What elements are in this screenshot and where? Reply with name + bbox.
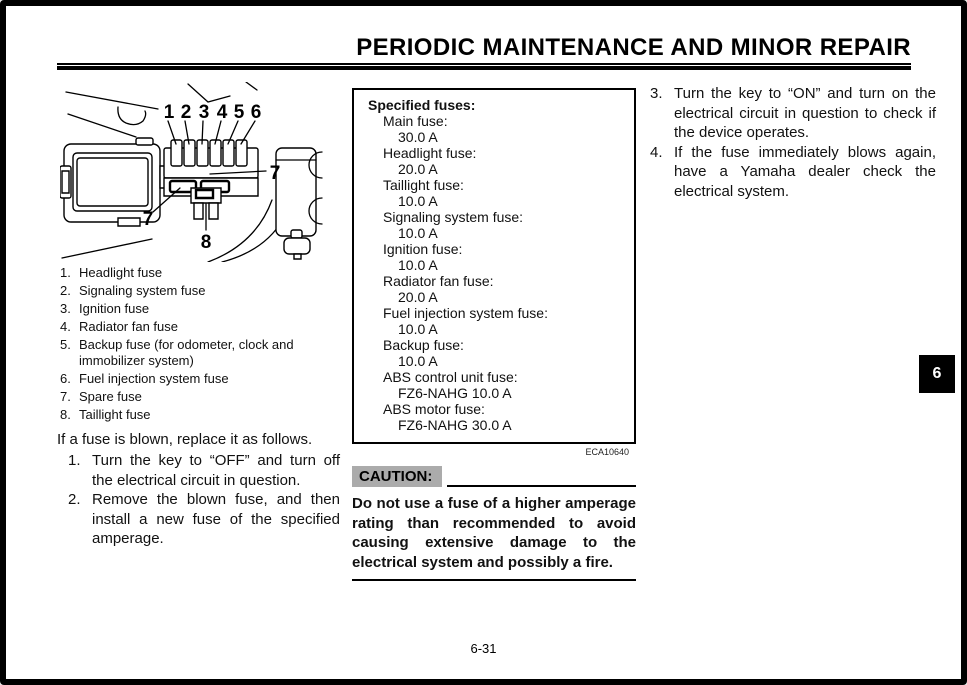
chapter-tab: 6 [919, 355, 955, 393]
step-4: 4. If the fuse immediately blows again, have a Yamaha dealer check the electrical system. [650, 143, 936, 200]
document-code: ECA10640 [585, 447, 629, 457]
caution-end-rule [352, 579, 636, 581]
left-column [57, 82, 340, 549]
step-3: 3. Turn the key to “ON” and turn on the electrical circuit in question to check if the device operates. [650, 85, 936, 141]
legend-item: 8. Taillight fuse [60, 406, 151, 422]
fuse-spec: ABS control unit fuse: FZ6-NAHG 10.0 A [383, 369, 518, 401]
callout-7-right: 7 [269, 163, 281, 184]
fuse-spec: Taillight fuse: 10.0 A [383, 177, 464, 209]
legend-item: 1. Headlight fuse [60, 265, 163, 280]
step-1: 1. Turn the key to “OFF” and turn off the electrical circuit in question. [68, 452, 340, 489]
caution-header [352, 466, 636, 487]
callout-1: 1 [163, 102, 175, 123]
step-2: 2. Remove the blown fuse, and then install a new fuse of the specified amperage. [68, 491, 340, 547]
intro-text: If a fuse is blown, replace it as follows. [57, 431, 313, 448]
fuse-spec: Main fuse: 30.0 A [383, 113, 448, 145]
fuse-spec: Headlight fuse: 20.0 A [383, 145, 477, 177]
fuse-spec: Ignition fuse: 10.0 A [383, 241, 463, 273]
header-rule [57, 63, 911, 70]
legend-item: 4. Radiator fan fuse [60, 319, 179, 334]
page-number: 6-31 [470, 641, 497, 656]
caution-text: Do not use a fuse of a higher amperage rating than recommended to avoid causing extensive damage to the electrical system and possibly a fire. [352, 495, 636, 571]
callout-7-left: 7 [142, 209, 154, 230]
right-column [650, 84, 936, 201]
specified-fuses-box [352, 88, 636, 444]
fuse-spec: Fuel injection system fuse: 10.0 A [383, 305, 548, 337]
caution-label: CAUTION: [352, 466, 442, 487]
callout-5: 5 [233, 102, 245, 123]
caution-rule [447, 485, 636, 487]
fuse-spec: Signaling system fuse: 10.0 A [383, 209, 524, 241]
fuse-box-diagram [60, 82, 340, 262]
fuse-spec: ABS motor fuse: FZ6-NAHG 30.0 A [383, 401, 512, 433]
fuse-spec: Radiator fan fuse: 20.0 A [383, 273, 494, 305]
legend-item: 7. Spare fuse [60, 388, 142, 404]
page-title: PERIODIC MAINTENANCE AND MINOR REPAIR [356, 34, 911, 61]
fuse-legend [60, 265, 340, 422]
middle-column [352, 88, 636, 581]
callout-2: 2 [180, 102, 192, 123]
callout-6: 6 [250, 102, 262, 123]
specified-fuses-title: Specified fuses: [368, 97, 476, 113]
legend-item: 3. Ignition fuse [60, 301, 150, 316]
callout-8: 8 [200, 232, 212, 253]
legend-item: 2. Signaling system fuse [60, 283, 206, 298]
callout-4: 4 [216, 102, 228, 123]
fuse-spec: Backup fuse: 10.0 A [383, 337, 464, 369]
legend-item: 5. Backup fuse (for odometer, clock and immobilizer system) [60, 337, 294, 368]
legend-item: 6. Fuel injection system fuse [60, 370, 229, 386]
callout-3: 3 [198, 102, 210, 123]
